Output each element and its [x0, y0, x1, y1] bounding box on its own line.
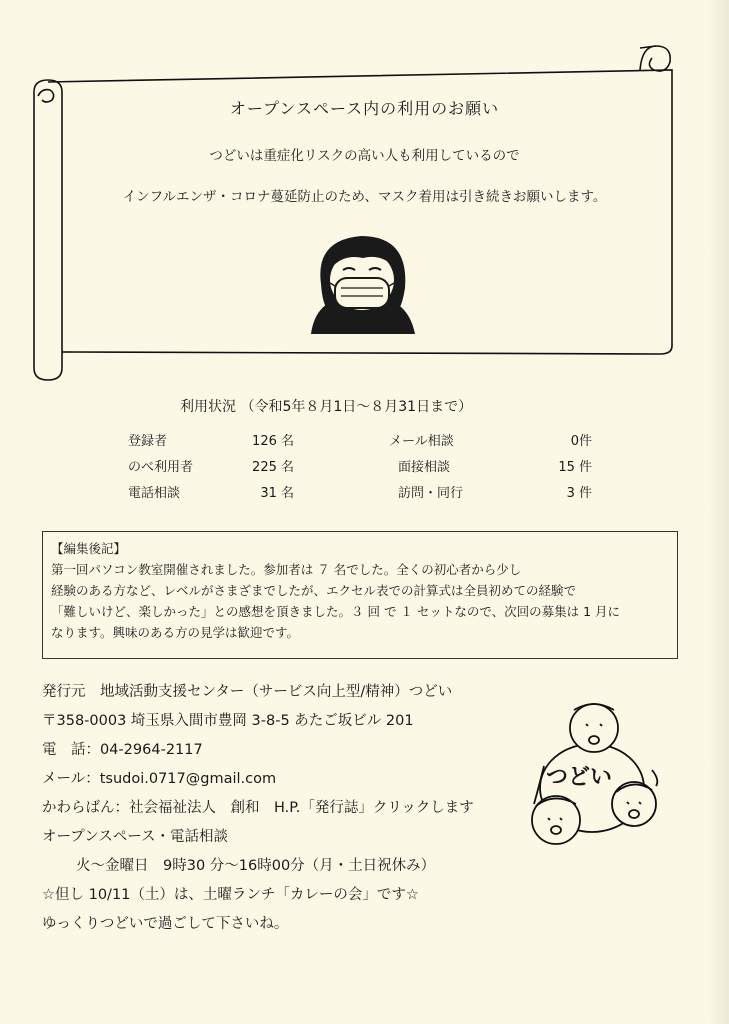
stats-title: 利用状況 （令和5年８月1日～８月31日まで） — [180, 399, 473, 415]
hours-line: 火～金曜日 9時30 分～16時00分（月・土日祝休み） — [76, 858, 436, 874]
phone-line: 電 話：04-2964-2117 — [42, 742, 203, 758]
stat-value: 126 名 — [252, 434, 294, 449]
stat-value: 225 名 — [252, 460, 294, 475]
special-event-line: ☆但し 10/11（土）は、土曜ランチ「カレーの会」です☆ — [42, 887, 419, 903]
publisher-line: 発行元 地域活動支援センター（サービス向上型/精神）つどい — [42, 684, 453, 700]
stat-value: 3 件 — [566, 486, 592, 501]
email-line: メール：tsudoi.0717@gmail.com — [42, 771, 277, 787]
editor-line: 経験のある方など、レベルがさまざまでしたが、エクセル表での計算式は全員初めての経験で — [51, 583, 577, 598]
editor-heading: 【編集後記】 — [51, 541, 127, 556]
kawaraban-line: かわらばん：社会福祉法人 創和 H.P.「発行誌」クリックします — [42, 800, 474, 816]
notice-line-2: インフルエンザ・コロナ蔓延防止のため、マスク着用は引き続きお願いします。 — [122, 189, 607, 205]
stat-label: 面接相談 — [398, 460, 451, 475]
stat-label: 電話相談 — [128, 486, 181, 501]
stat-label: 登録者 — [128, 434, 168, 449]
editor-line: 「難しいけど、楽しかった」との感想を頂きました。３ 回 で １ セットなので、次回の募集は 1 月に — [51, 604, 621, 619]
mask-person-illustration — [297, 228, 427, 338]
openspace-line: オープンスペース・電話相談 — [42, 829, 229, 845]
stat-value: 31 名 — [260, 486, 294, 501]
stat-label: のべ利用者 — [128, 460, 194, 475]
stat-value: 0件 — [570, 434, 592, 449]
notice-title: オープンスペース内の利用のお願い — [229, 99, 500, 118]
address-line: 〒358-0003 埼玉県入間市豊岡 3-8-5 あたご坂ビル 201 — [42, 713, 414, 729]
stat-label: 訪問・同行 — [398, 486, 464, 501]
logo-text: つどい — [546, 765, 613, 790]
stat-value: 15 件 — [558, 460, 592, 475]
editor-line: 第一回パソコン教室開催されました。参加者は ７ 名でした。全くの初心者から少し — [51, 562, 522, 577]
editor-note-box — [42, 531, 678, 659]
notice-line-1: つどいは重症化リスクの高い人も利用しているので — [209, 148, 520, 164]
closing-line: ゆっくりつどいで過ごして下さいね。 — [42, 916, 289, 932]
stat-label: メール相談 — [389, 434, 454, 449]
editor-line: なります。興味のある方の見学は歓迎です。 — [51, 625, 300, 640]
